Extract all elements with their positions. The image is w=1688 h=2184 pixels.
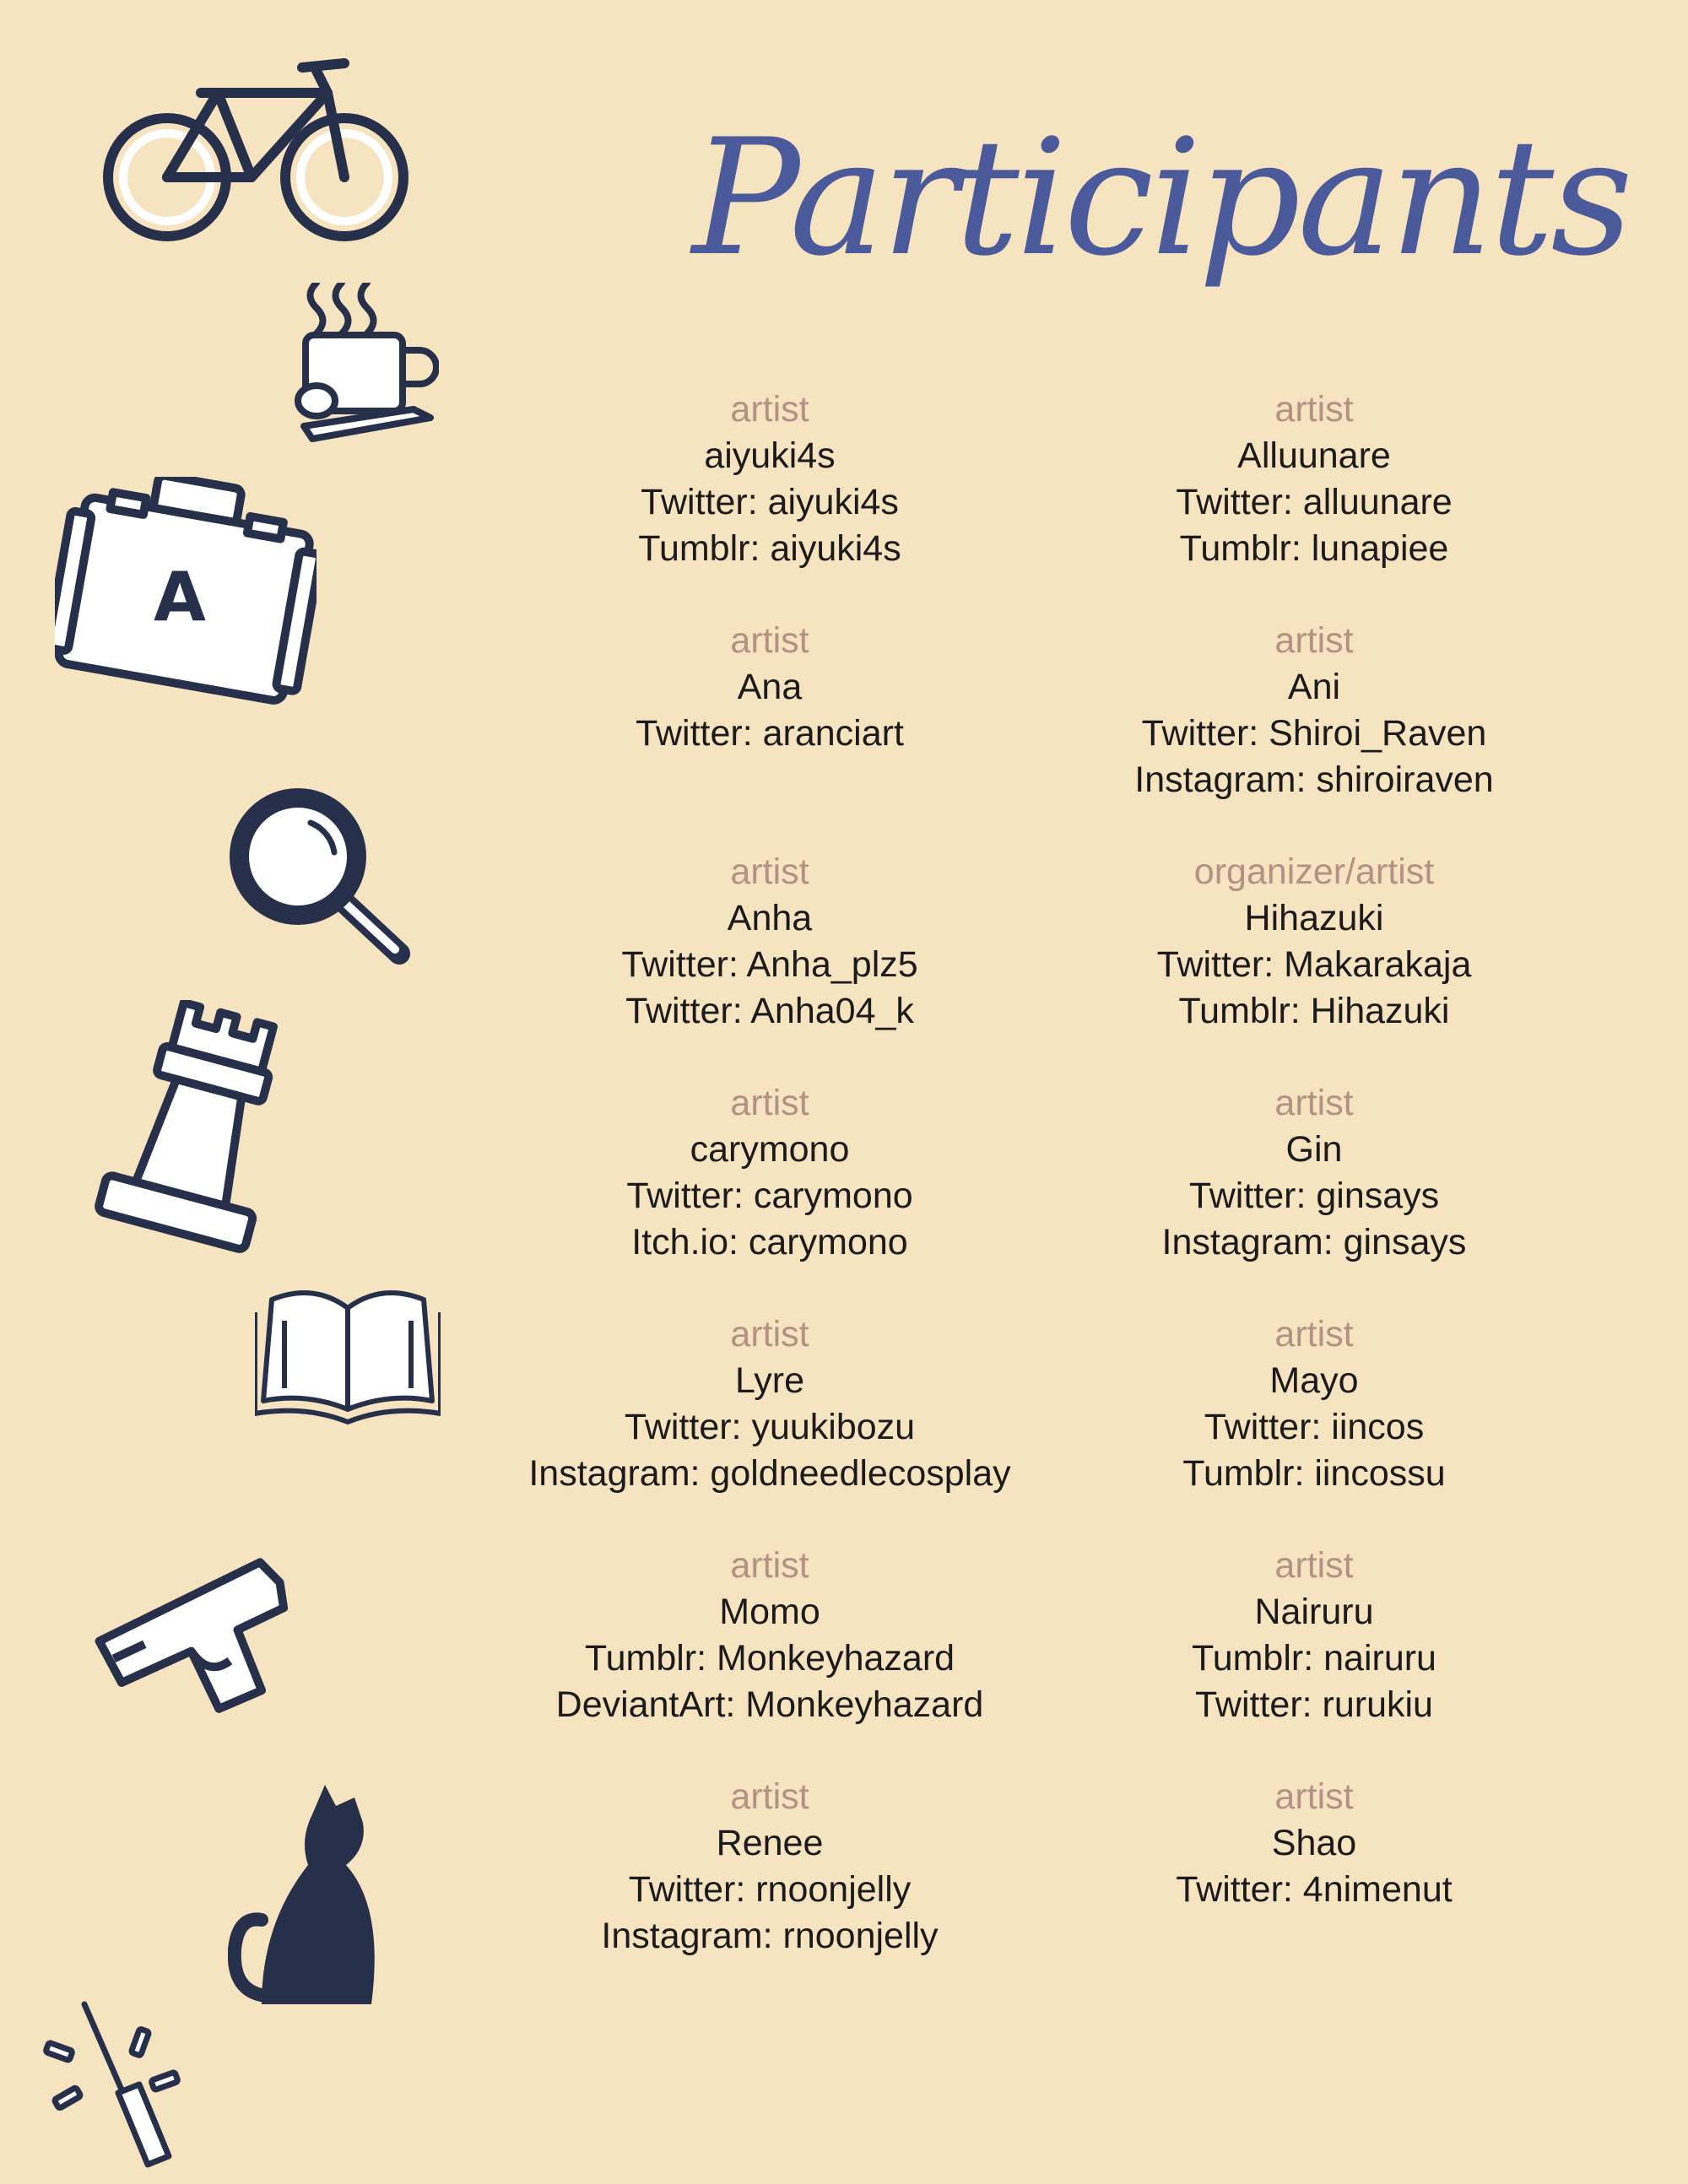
participant-role: artist bbox=[730, 1776, 809, 1817]
participant-name: Ana bbox=[737, 667, 803, 707]
participant-social-handle: Twitter: aranciart bbox=[636, 713, 904, 754]
participant-entry bbox=[1044, 1311, 1584, 1543]
screwdriver-icon bbox=[42, 2000, 186, 2169]
participant-social-handle: Twitter: 4nimenut bbox=[1176, 1869, 1453, 1910]
participant-name: Renee bbox=[716, 1823, 824, 1863]
magnifier-icon bbox=[226, 785, 420, 970]
participant-role: artist bbox=[730, 1545, 809, 1586]
participant-entry bbox=[1044, 618, 1584, 849]
pistol-icon bbox=[93, 1544, 346, 1713]
participant-entry bbox=[500, 1543, 1040, 1774]
participant-entry bbox=[500, 1311, 1040, 1543]
briefcase-icon bbox=[55, 477, 316, 705]
participants-right-column bbox=[1044, 387, 1584, 2005]
participant-entry bbox=[500, 618, 1040, 849]
participant-role: artist bbox=[1274, 1314, 1354, 1354]
participant-name: Alluunare bbox=[1237, 435, 1391, 476]
participant-social-handle: Twitter: iincos bbox=[1204, 1407, 1425, 1447]
participant-entry bbox=[1044, 1543, 1584, 1774]
participant-social-handle: Twitter: rnoonjelly bbox=[628, 1869, 912, 1910]
participant-social-handle: Twitter: Makarakaja bbox=[1156, 944, 1472, 985]
participant-entry bbox=[1044, 849, 1584, 1080]
participant-role: artist bbox=[730, 851, 809, 892]
participant-social-handle: Twitter: Anha04_k bbox=[625, 991, 914, 1031]
participant-social-handle: Instagram: ginsays bbox=[1161, 1222, 1467, 1262]
participant-role: organizer/artist bbox=[1193, 851, 1435, 892]
participant-name: Momo bbox=[719, 1592, 820, 1632]
bicycle-icon bbox=[100, 51, 412, 245]
chess-rook-icon bbox=[93, 1000, 287, 1253]
participant-name: Anha bbox=[727, 898, 813, 938]
participant-role: artist bbox=[730, 389, 809, 430]
participant-social-handle: Instagram: goldneedlecosplay bbox=[528, 1453, 1011, 1494]
participant-entry bbox=[500, 387, 1040, 618]
participant-name: Lyre bbox=[734, 1360, 805, 1401]
page-title: Participants bbox=[692, 105, 1630, 291]
participant-social-handle: Twitter: ginsays bbox=[1188, 1176, 1440, 1216]
participant-social-handle: Tumblr: aiyuki4s bbox=[638, 528, 901, 569]
participant-name: Hihazuki bbox=[1244, 898, 1384, 938]
participant-name: Gin bbox=[1285, 1129, 1343, 1170]
participant-social-handle: Tumblr: lunapiee bbox=[1179, 528, 1449, 569]
participant-social-handle: DeviantArt: Monkeyhazard bbox=[555, 1684, 984, 1725]
participant-social-handle: Twitter: yuukibozu bbox=[624, 1407, 916, 1447]
teacup-icon bbox=[287, 283, 439, 451]
participant-social-handle: Twitter: rurukiu bbox=[1195, 1684, 1433, 1725]
open-book-icon bbox=[255, 1283, 441, 1426]
participant-social-handle: Instagram: rnoonjelly bbox=[601, 1916, 939, 1956]
participant-name: carymono bbox=[690, 1129, 850, 1170]
participant-entry bbox=[500, 849, 1040, 1080]
participant-name: Nairuru bbox=[1254, 1592, 1374, 1632]
participant-role: artist bbox=[730, 1083, 809, 1123]
participant-name: Shao bbox=[1271, 1823, 1357, 1863]
participant-entry bbox=[1044, 387, 1584, 618]
participant-entry bbox=[1044, 1080, 1584, 1311]
briefcase-letter: A bbox=[154, 558, 206, 636]
participant-role: artist bbox=[1274, 620, 1354, 661]
participant-entry bbox=[500, 1080, 1040, 1311]
participant-role: artist bbox=[1274, 1545, 1354, 1586]
participant-entry bbox=[500, 1774, 1040, 2005]
participant-role: artist bbox=[1274, 1083, 1354, 1123]
participant-social-handle: Twitter: Anha_plz5 bbox=[621, 944, 918, 985]
participant-name: Mayo bbox=[1269, 1360, 1359, 1401]
participant-name: Ani bbox=[1287, 667, 1341, 707]
participant-social-handle: Twitter: aiyuki4s bbox=[641, 482, 899, 522]
participant-role: artist bbox=[730, 620, 809, 661]
participant-social-handle: Tumblr: Monkeyhazard bbox=[584, 1638, 955, 1679]
cat-icon bbox=[228, 1781, 388, 2013]
participant-role: artist bbox=[1274, 389, 1354, 430]
participant-social-handle: Twitter: Shiroi_Raven bbox=[1141, 713, 1487, 754]
participants-left-column bbox=[500, 387, 1040, 2005]
participant-social-handle: Tumblr: Hihazuki bbox=[1178, 991, 1450, 1031]
participant-role: artist bbox=[1274, 1776, 1354, 1817]
participant-social-handle: Twitter: alluunare bbox=[1176, 482, 1453, 522]
participant-social-handle: Tumblr: nairuru bbox=[1192, 1638, 1436, 1679]
participant-social-handle: Twitter: carymono bbox=[626, 1176, 913, 1216]
participant-social-handle: Tumblr: iincossu bbox=[1182, 1453, 1446, 1494]
participant-social-handle: Itch.io: carymono bbox=[631, 1222, 908, 1262]
participant-role: artist bbox=[730, 1314, 809, 1354]
participant-entry bbox=[1044, 1774, 1584, 2005]
participant-name: aiyuki4s bbox=[704, 435, 836, 476]
participant-social-handle: Instagram: shiroiraven bbox=[1134, 760, 1494, 800]
